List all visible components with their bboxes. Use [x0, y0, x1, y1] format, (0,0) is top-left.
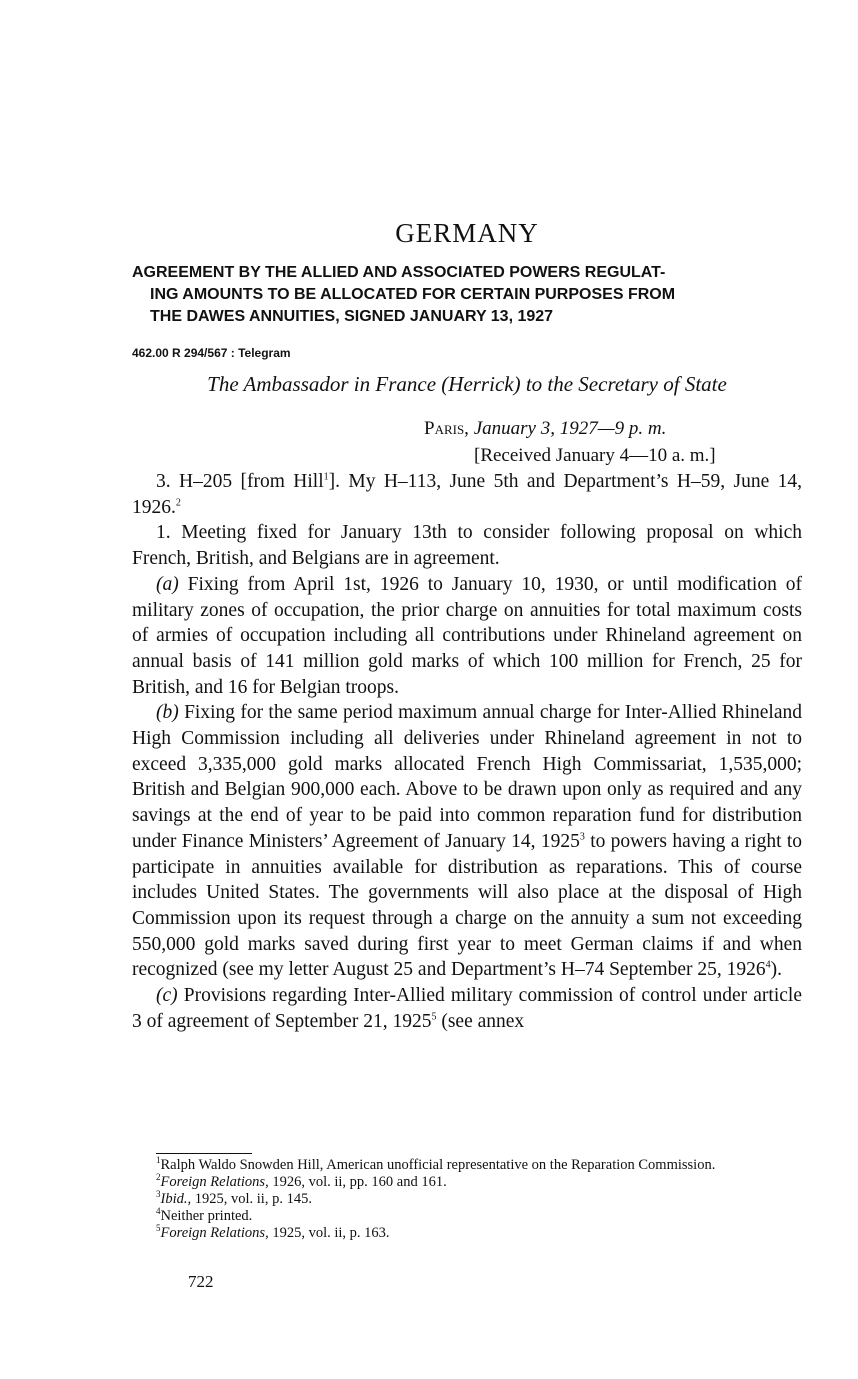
paragraph-1: 1. Meeting fixed for January 13th to consider following proposal on which French, British, and Belgians are in agreement.	[132, 522, 802, 570]
footnote-text: 1926, vol. ii, pp. 160 and 161.	[268, 1174, 447, 1190]
paragraph-text: (see annex	[436, 1010, 525, 1032]
footnotes	[132, 1157, 802, 1242]
file-reference: 462.00 R 294/567 : Telegram	[132, 346, 291, 360]
footnote-mark: 4	[156, 1206, 161, 1217]
footnote-3	[132, 1191, 802, 1208]
paragraph-text: Provisions regarding Inter-Allied military commission of control under article 3 of agreement of September 21, 1925	[132, 985, 802, 1032]
footnote-2	[132, 1174, 802, 1191]
footnote-text: Ralph Waldo Snowden Hill, American unofficial representative on the Reparation Commission.	[160, 1157, 716, 1173]
paragraph-b	[132, 700, 802, 983]
footnote-mark: 2	[156, 1172, 161, 1183]
footnote-source: Foreign Relations,	[160, 1174, 269, 1190]
telegram-body	[132, 469, 802, 1034]
country-heading: GERMANY	[395, 218, 539, 248]
footnote-marker: 1	[323, 471, 329, 483]
paragraph-text: ]. My H–113, June 5th and Department’s H–59, June 14, 1926.	[132, 471, 802, 518]
paragraph-text: Fixing for the same period maximum annual charge for Inter-Allied Rhineland High Commission including all deliveries under Rhineland agreement in not to exceed 3,335,000 gold marks allocated French High Commissariat, 1,535,000; British and Belgian 900,000 each. Above to be drawn upon only as required and any savings at the end of year to be paid into common reparation fund for distribution under Finance Ministers’ Agreement of January 14, 1925	[132, 702, 802, 852]
paragraph-text: 3. H–205 [from Hill	[156, 471, 324, 492]
page-number: 722	[188, 1272, 214, 1291]
paragraph-label: (a)	[156, 573, 179, 595]
paragraph-c	[132, 983, 802, 1034]
footnote-4	[132, 1208, 802, 1225]
paragraph-label: (c)	[156, 985, 178, 1007]
agreement-title-line-3: THE DAWES ANNUITIES, SIGNED JANUARY 13, 1927	[150, 308, 554, 325]
paragraph-label: (b)	[156, 702, 179, 724]
footnote-marker: 4	[765, 959, 771, 971]
footnote-source: Ibid.,	[160, 1191, 192, 1207]
footnote-text: 1925, vol. ii, p. 163.	[268, 1225, 390, 1241]
footnote-mark: 1	[156, 1155, 161, 1166]
agreement-title	[132, 262, 802, 328]
footnote-mark: 3	[156, 1189, 161, 1200]
footnote-divider	[156, 1153, 252, 1154]
footnote-marker: 2	[175, 497, 181, 509]
paragraph-a	[132, 572, 802, 701]
footnote-marker: 5	[431, 1011, 437, 1023]
footnote-text: Neither printed.	[160, 1208, 253, 1224]
agreement-title-line-1: AGREEMENT BY THE ALLIED AND ASSOCIATED POWERS REGULAT-	[132, 264, 666, 281]
paragraph-reference	[132, 469, 802, 520]
paragraph-text: Fixing from April 1st, 1926 to January 10, 1930, or until modification of military zones of occupation, the prior charge on annuities for total maximum costs of armies of occupation including all contributions under Rhineland agreement on annual basis of 141 million gold marks of which 100 million for French, 25 for British, and 16 for Belgian troops.	[132, 573, 802, 698]
footnote-5	[132, 1225, 802, 1242]
dateline-date: January 3, 1927—9 p. m.	[473, 418, 667, 439]
dateline	[424, 418, 666, 440]
footnote-text: 1925, vol. ii, p. 145.	[191, 1191, 312, 1207]
dateline-city: Paris,	[424, 418, 469, 439]
footnote-mark: 5	[156, 1223, 161, 1234]
document-heading: The Ambassador in France (Herrick) to the Secretary of State	[207, 372, 727, 396]
paragraph-text: ).	[770, 959, 782, 981]
agreement-title-line-2: ING AMOUNTS TO BE ALLOCATED FOR CERTAIN PURPOSES FROM	[150, 286, 676, 303]
footnote-1	[132, 1157, 802, 1174]
footnote-source: Foreign Relations,	[160, 1225, 269, 1241]
paragraph-text: to powers having a right to participate in annuities available for distribution as reparations. This of course includes United States. The governments will also place at the disposal of High Commission upon its request through a charge on the annuity a sum not exceeding 550,000 gold marks saved during first year to meet German claims if and when recognized (see my letter August 25 and Department’s H–74 September 25, 1926	[132, 830, 802, 981]
footnote-marker: 3	[579, 831, 585, 843]
received-note: [Received January 4—10 a. m.]	[474, 445, 716, 466]
